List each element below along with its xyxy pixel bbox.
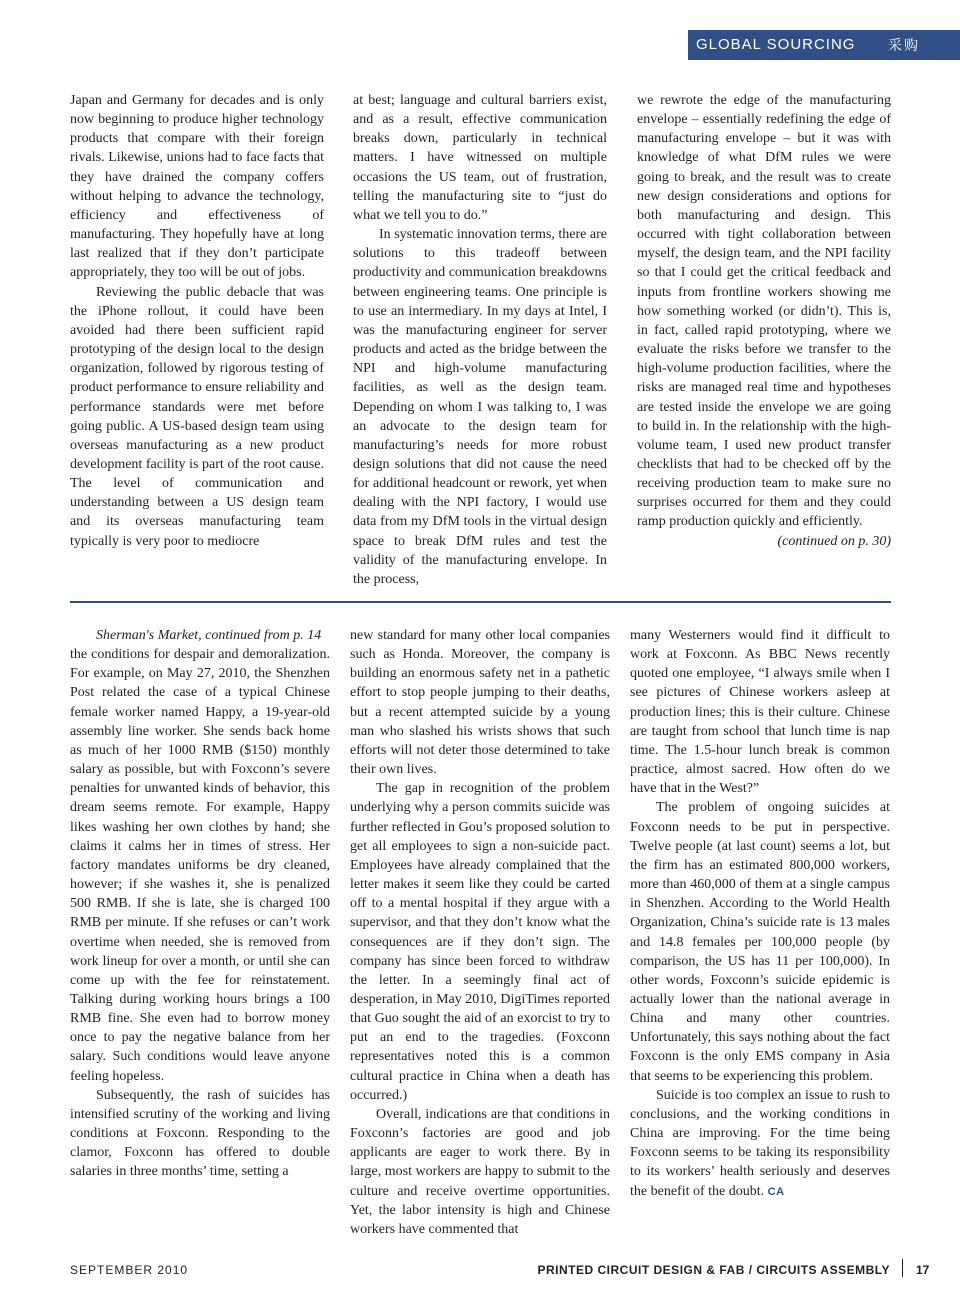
section-title: GLOBAL SOURCING [696, 36, 856, 53]
paragraph: at best; language and cultural barriers exist, and as a result, effective communication breaks down, particularly in technical matters. I have witnessed on multiple occasions the US team, out of frustration, telling the manufacturing site to “just do what we tell you to do.” [353, 93, 607, 223]
paragraph: Overall, indications are that conditions in Foxconn’s factories are good and job applicants are eager to work there. By in large, most workers are happy to submit to the culture and receive overtime opportunities. Yet, the labor intensity is high and Chinese workers have commented that [350, 1106, 610, 1237]
paragraph: many Westerners would find it difficult to work at Foxconn. As BBC News recently quoted one employee, “I always smile when I see pictures of Chinese workers asleep at production lines; this is their culture. Chinese are taught from school that lunch time is nap time. The 1.5-hour lunch break is common practice, almost sacred. How often do we have that in the West?” [630, 628, 890, 797]
paragraph: Subsequently, the rash of suicides has intensified scrutiny of the working and living conditions at Foxconn. Responding to the clamor, Foxconn has offered to double salaries in three months’ time, setting a [70, 1087, 330, 1180]
top-article-column-3 [637, 91, 891, 551]
bottom-article-column-2 [350, 626, 610, 1239]
paragraph: new standard for many other local companies such as Honda. Moreover, the company is building an enormous safety net in a pathetic effort to stop people jumping to their deaths, but a recent attempted suicide by a young man who slashed his wrists shows that such efforts will not deter those determined to take their own lives. [350, 628, 610, 778]
page-number: 17 [916, 1263, 930, 1277]
paragraph: Reviewing the public debacle that was the iPhone rollout, it could have been avoided had there been sufficient rapid prototyping of the design local to the design organization, followed by rigorous testing of product performance to ensure reliability and performance standards were met before going public. A US-based design team using overseas manufacturing as a new product development facility is part of the root cause. The level of communication and understanding between a US design team and its overseas manufacturing team typically is very poor to mediocre [70, 284, 324, 549]
section-divider [70, 601, 891, 603]
top-article-column-1 [70, 91, 324, 551]
paragraph: The problem of ongoing suicides at Foxconn needs to be put in perspective. Twelve people (at last count) seems a lot, but the firm has an estimated 800,000 workers, more than 460,000 of them at a single campus in Shenzhen. According to the World Health Organization, China’s suicide rate is 13 males and 14.8 females per 100,000 people (by comparison, the US has 11 per 100,000). In other words, Foxconn’s suicide epidemic is actually lower than the national average in China and many other countries. Unfortunately, this says nothing about the fact Foxconn is the only EMS company in Asia that seems to be experiencing this problem. [630, 800, 890, 1084]
bottom-article-column-3 [630, 626, 890, 1202]
publication-name: PRINTED CIRCUIT DESIGN & FAB / CIRCUITS ASSEMBLY [537, 1263, 890, 1277]
section-header [688, 30, 960, 60]
footer-divider [902, 1259, 903, 1277]
continued-link[interactable]: (continued on p. 30) [777, 533, 891, 549]
paragraph: The gap in recognition of the problem underlying why a person commits suicide was further reflected in Gou’s proposed solution to get all employees to sign a non-suicide pact. Employees have already complained that the letter makes it seem like they could be carted off to a mental hospital if they argue with a supervisor, and that they don’t know what the consequences are if they don’t sign. The company has since been forced to withdraw the letter. In a seemingly final act of desperation, in May 2010, DigiTimes reported that Guo sought the aid of an exorcist to try to put an end to the tragedies. (Foxconn representatives noted this is a common cultural practice in China when a death has occurred.) [350, 781, 610, 1103]
section-title-chinese: 采购 [888, 38, 920, 54]
paragraph: we rewrote the edge of the manufacturing envelope – essentially redefining the edge of manufacturing envelope – but it was with knowledge of what DfM rules we were going to break, and the result was to create new design considerations and options for both manufacturing and design. This occurred with tight collaboration between myself, the design team, and the NPI facility so that I could get the critical feedback and inputs from frontline workers showing me how something worked (or didn’t). This is, in fact, called rapid prototyping, where we evaluate the risks before we transfer to the high-volume production facilities, where the risks are managed real time and hypotheses are tested inside the envelope we are going to build in. In the relationship with the high-volume team, I used new product transfer checklists that had to be checked off by the receiving production team to make sure no surprises occurred for them and they could ramp production quickly and efficiently. [637, 93, 891, 530]
continued-from-credit: Sherman's Market, continued from p. 14 [96, 628, 322, 643]
bottom-article-column-1 [70, 626, 330, 1182]
paragraph: the conditions for despair and demoralization. For example, on May 27, 2010, the Shenzhen Post related the case of a typical Chinese female worker named Happy, a 19-year-old assembly line worker. She sends back home as much of her 1000 RMB ($150) monthly salary as possible, but with Foxconn’s severe penalties for unwanted kinds of behavior, this dream seems remote. For example, Happy likes washing her own clothes by hand; she claims it calms her in times of stress. Her factory mandates uniforms be dry cleaned, however; if she washes it, she is penalized 500 RMB. If she is late, she is charged 100 RMB per minute. If she refuses or can’t work overtime when needed, she is removed from work lineup for over a month, or until she can come up with the fee for reinstatement. Talking during working hours brings a 100 RMB fine. She even had to borrow money once to pay the negative balance from her salary. Such conditions would leave anyone feeling hopeless. [70, 647, 330, 1084]
paragraph-final [630, 1086, 890, 1202]
paragraph-text: Suicide is too complex an issue to rush to conclusions, and the working conditions in China are improving. For the time being Foxconn seems to be taking its responsibility to its workers’ health seriously and deserves the benefit of the doubt. [630, 1087, 890, 1199]
paragraph: In systematic innovation terms, there are solutions to this tradeoff between productivity and communication breakdowns between engineering teams. One principle is to use an intermediary. In my days at Intel, I was the manufacturing engineer for server products and acted as the bridge between the NPI and high-volume manufacturing facilities, as well as the design team. Depending on whom I was talking to, I was an advocate to the design team for manufacturing’s needs for more robust design solutions that did not cause the need for additional headcount or rework, yet when dealing with the NPI factory, I would use data from my DfM tools in the virtual design space to break DfM rules and test the validity of the manufacturing envelope. In the process, [353, 227, 607, 587]
end-mark: CA [767, 1185, 785, 1198]
paragraph: Japan and Germany for decades and is only now beginning to produce higher technology products that compare with their foreign rivals. Likewise, unions had to face facts that they have drained the company coffers without helping to advance the technology, efficiency and effectiveness of manufacturing. They hopefully have at long last realized that if they don’t participate appropriately, they too will be out of jobs. [70, 93, 324, 281]
top-article-column-2 [353, 91, 607, 589]
issue-date: SEPTEMBER 2010 [70, 1263, 189, 1277]
